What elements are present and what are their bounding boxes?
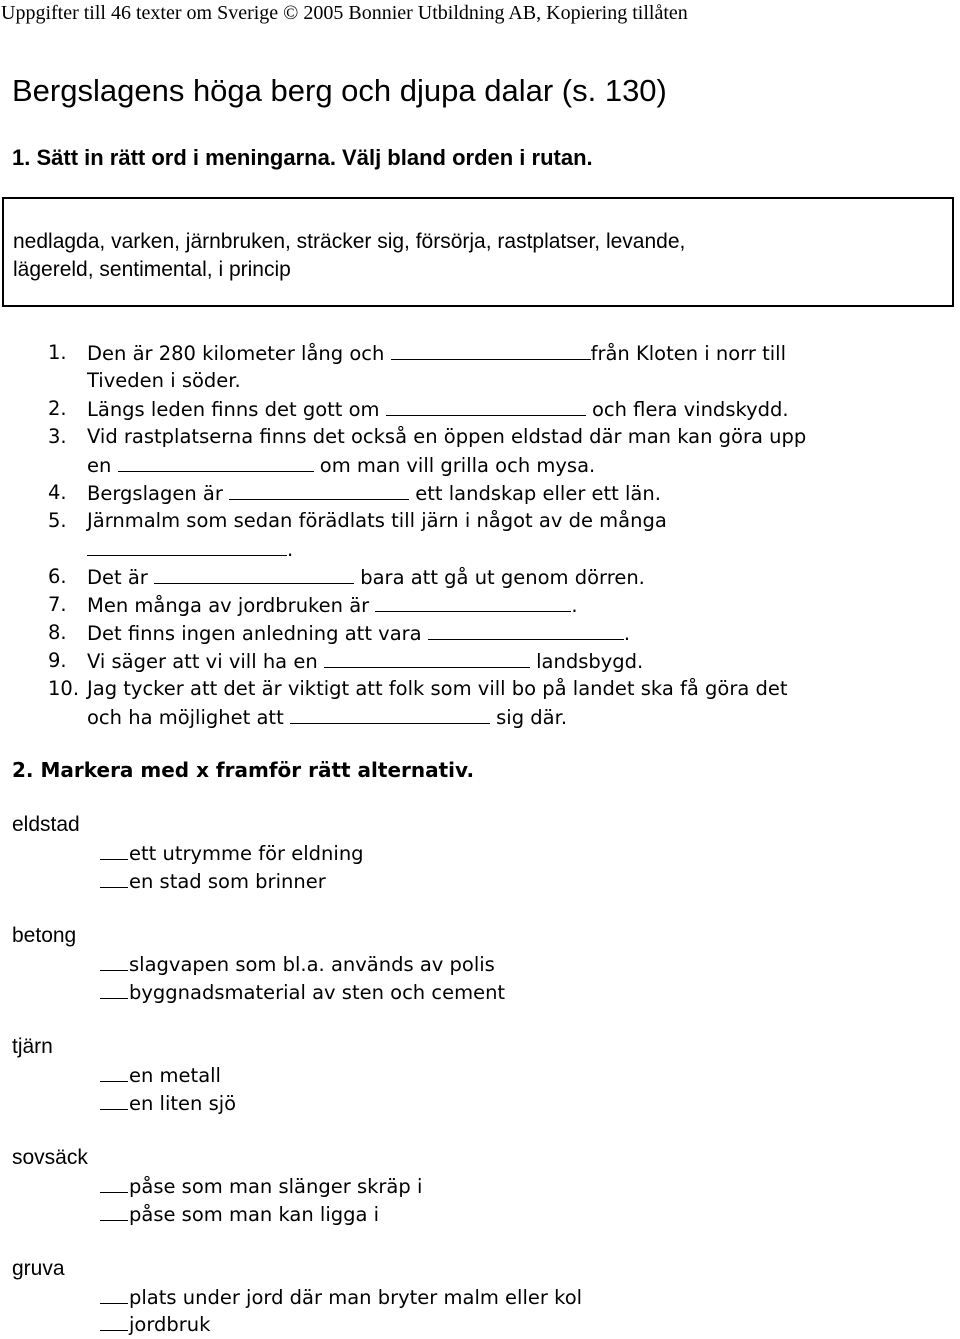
sentence-text: Den är 280 kilometer lång och — [87, 342, 391, 365]
choice-option — [100, 867, 326, 896]
sentence-text: och flera vindskydd. — [585, 398, 789, 421]
checkbox-blank[interactable] — [100, 1310, 128, 1331]
sentence-text: . — [571, 594, 578, 617]
page-header: Uppgifter till 46 texter om Sverige © 2005 Bonnier Utbildning AB, Kopiering tillåten — [1, 2, 688, 24]
checkbox-blank[interactable] — [100, 1172, 128, 1193]
option-label: påse som man slänger skräp i — [129, 1175, 423, 1198]
vocabulary-term: tjärn — [12, 1035, 53, 1058]
word-bank-line-2: lägereld, sentimental, i princip — [13, 258, 291, 281]
sentence-text: om man vill grilla och mysa. — [313, 454, 596, 477]
sentence-text: Järnmalm som sedan förädlats till järn i något av de många — [87, 509, 667, 532]
option-label: ett utrymme för eldning — [129, 842, 364, 865]
vocabulary-term: gruva — [12, 1257, 65, 1280]
checkbox-blank[interactable] — [100, 1283, 128, 1304]
choice-option — [100, 1200, 379, 1229]
vocabulary-term: sovsäck — [12, 1146, 88, 1169]
task2-heading: 2. Markera med x framför rätt alternativ. — [12, 758, 475, 782]
item-number: 3. — [48, 425, 67, 448]
option-label: påse som man kan ligga i — [129, 1203, 380, 1226]
word-bank-line-1: nedlagda, varken, järnbruken, sträcker sig, försörja, rastplatser, levande, — [13, 230, 686, 253]
answer-blank[interactable] — [118, 451, 314, 472]
answer-blank[interactable] — [324, 647, 530, 668]
sentence-text: Bergslagen är — [87, 482, 230, 505]
sentence-text: . — [287, 538, 294, 561]
answer-blank[interactable] — [87, 535, 287, 556]
sentence-text: . — [623, 622, 631, 645]
sentence-text: Längs leden finns det gott om — [87, 398, 386, 421]
page-title: Bergslagens höga berg och djupa dalar (s. 130) — [12, 73, 667, 108]
sentence-text: Tiveden i söder. — [87, 369, 241, 392]
answer-blank[interactable] — [375, 591, 571, 612]
item-number: 7. — [48, 593, 67, 616]
sentence-text: Vi säger att vi vill ha en — [87, 650, 324, 673]
option-label: en stad som brinner — [129, 870, 326, 893]
checkbox-blank[interactable] — [100, 867, 128, 888]
sentence-text: Jag tycker att det är viktigt att folk som vill bo på landet ska få göra det — [87, 677, 788, 700]
word-bank-box — [2, 197, 954, 307]
choice-option — [100, 978, 505, 1007]
sentence-text: sig där. — [489, 706, 568, 729]
checkbox-blank[interactable] — [100, 978, 128, 999]
item-number: 2. — [48, 397, 67, 420]
sentence-text: Det är — [87, 566, 155, 589]
item-number: 8. — [48, 621, 67, 644]
option-label: slagvapen som bl.a. används av polis — [129, 953, 495, 976]
answer-blank[interactable] — [391, 339, 591, 360]
answer-blank[interactable] — [386, 395, 586, 416]
option-label: plats under jord där man bryter malm eller kol — [129, 1286, 583, 1309]
sentence-text: Vid rastplatserna finns det också en öppen eldstad där man kan göra upp — [87, 425, 807, 448]
option-label: en liten sjö — [129, 1092, 237, 1115]
choice-option — [100, 1172, 422, 1201]
choice-option — [100, 1283, 582, 1312]
item-number: 9. — [48, 649, 67, 672]
answer-blank[interactable] — [290, 703, 490, 724]
item-number: 4. — [48, 481, 67, 504]
answer-blank[interactable] — [154, 563, 354, 584]
sentence-text: från Kloten i norr till — [590, 342, 786, 365]
vocabulary-term: betong — [12, 924, 77, 947]
task1-heading: 1. Sätt in rätt ord i meningarna. Välj bland orden i rutan. — [12, 145, 593, 170]
choice-option — [100, 839, 364, 868]
choice-option — [100, 1310, 210, 1339]
sentence-text: ett landskap eller ett län. — [409, 482, 661, 505]
answer-blank[interactable] — [428, 619, 624, 640]
checkbox-blank[interactable] — [100, 950, 128, 971]
sentence-text: bara att gå ut genom dörren. — [354, 566, 645, 589]
checkbox-blank[interactable] — [100, 1200, 128, 1221]
option-label: en metall — [129, 1064, 221, 1087]
sentence-text: och ha möjlighet att — [87, 706, 290, 729]
item-number: 1. — [48, 341, 67, 364]
checkbox-blank[interactable] — [100, 1061, 128, 1082]
choice-option — [100, 1089, 236, 1118]
item-number: 6. — [48, 565, 67, 588]
option-label: jordbruk — [129, 1313, 211, 1336]
option-label: byggnadsmaterial av sten och cement — [129, 981, 506, 1004]
choice-option — [100, 950, 495, 979]
vocabulary-term: eldstad — [12, 813, 80, 836]
checkbox-blank[interactable] — [100, 1089, 128, 1110]
choice-option — [100, 1061, 221, 1090]
sentence-text: landsbygd. — [529, 650, 644, 673]
sentence-text: Men många av jordbruken är — [87, 594, 376, 617]
answer-blank[interactable] — [229, 479, 409, 500]
item-number: 5. — [48, 509, 67, 532]
item-number: 10. — [48, 677, 80, 700]
sentence-text: en — [87, 454, 118, 477]
checkbox-blank[interactable] — [100, 839, 128, 860]
sentence-text: Det finns ingen anledning att vara — [87, 622, 428, 645]
